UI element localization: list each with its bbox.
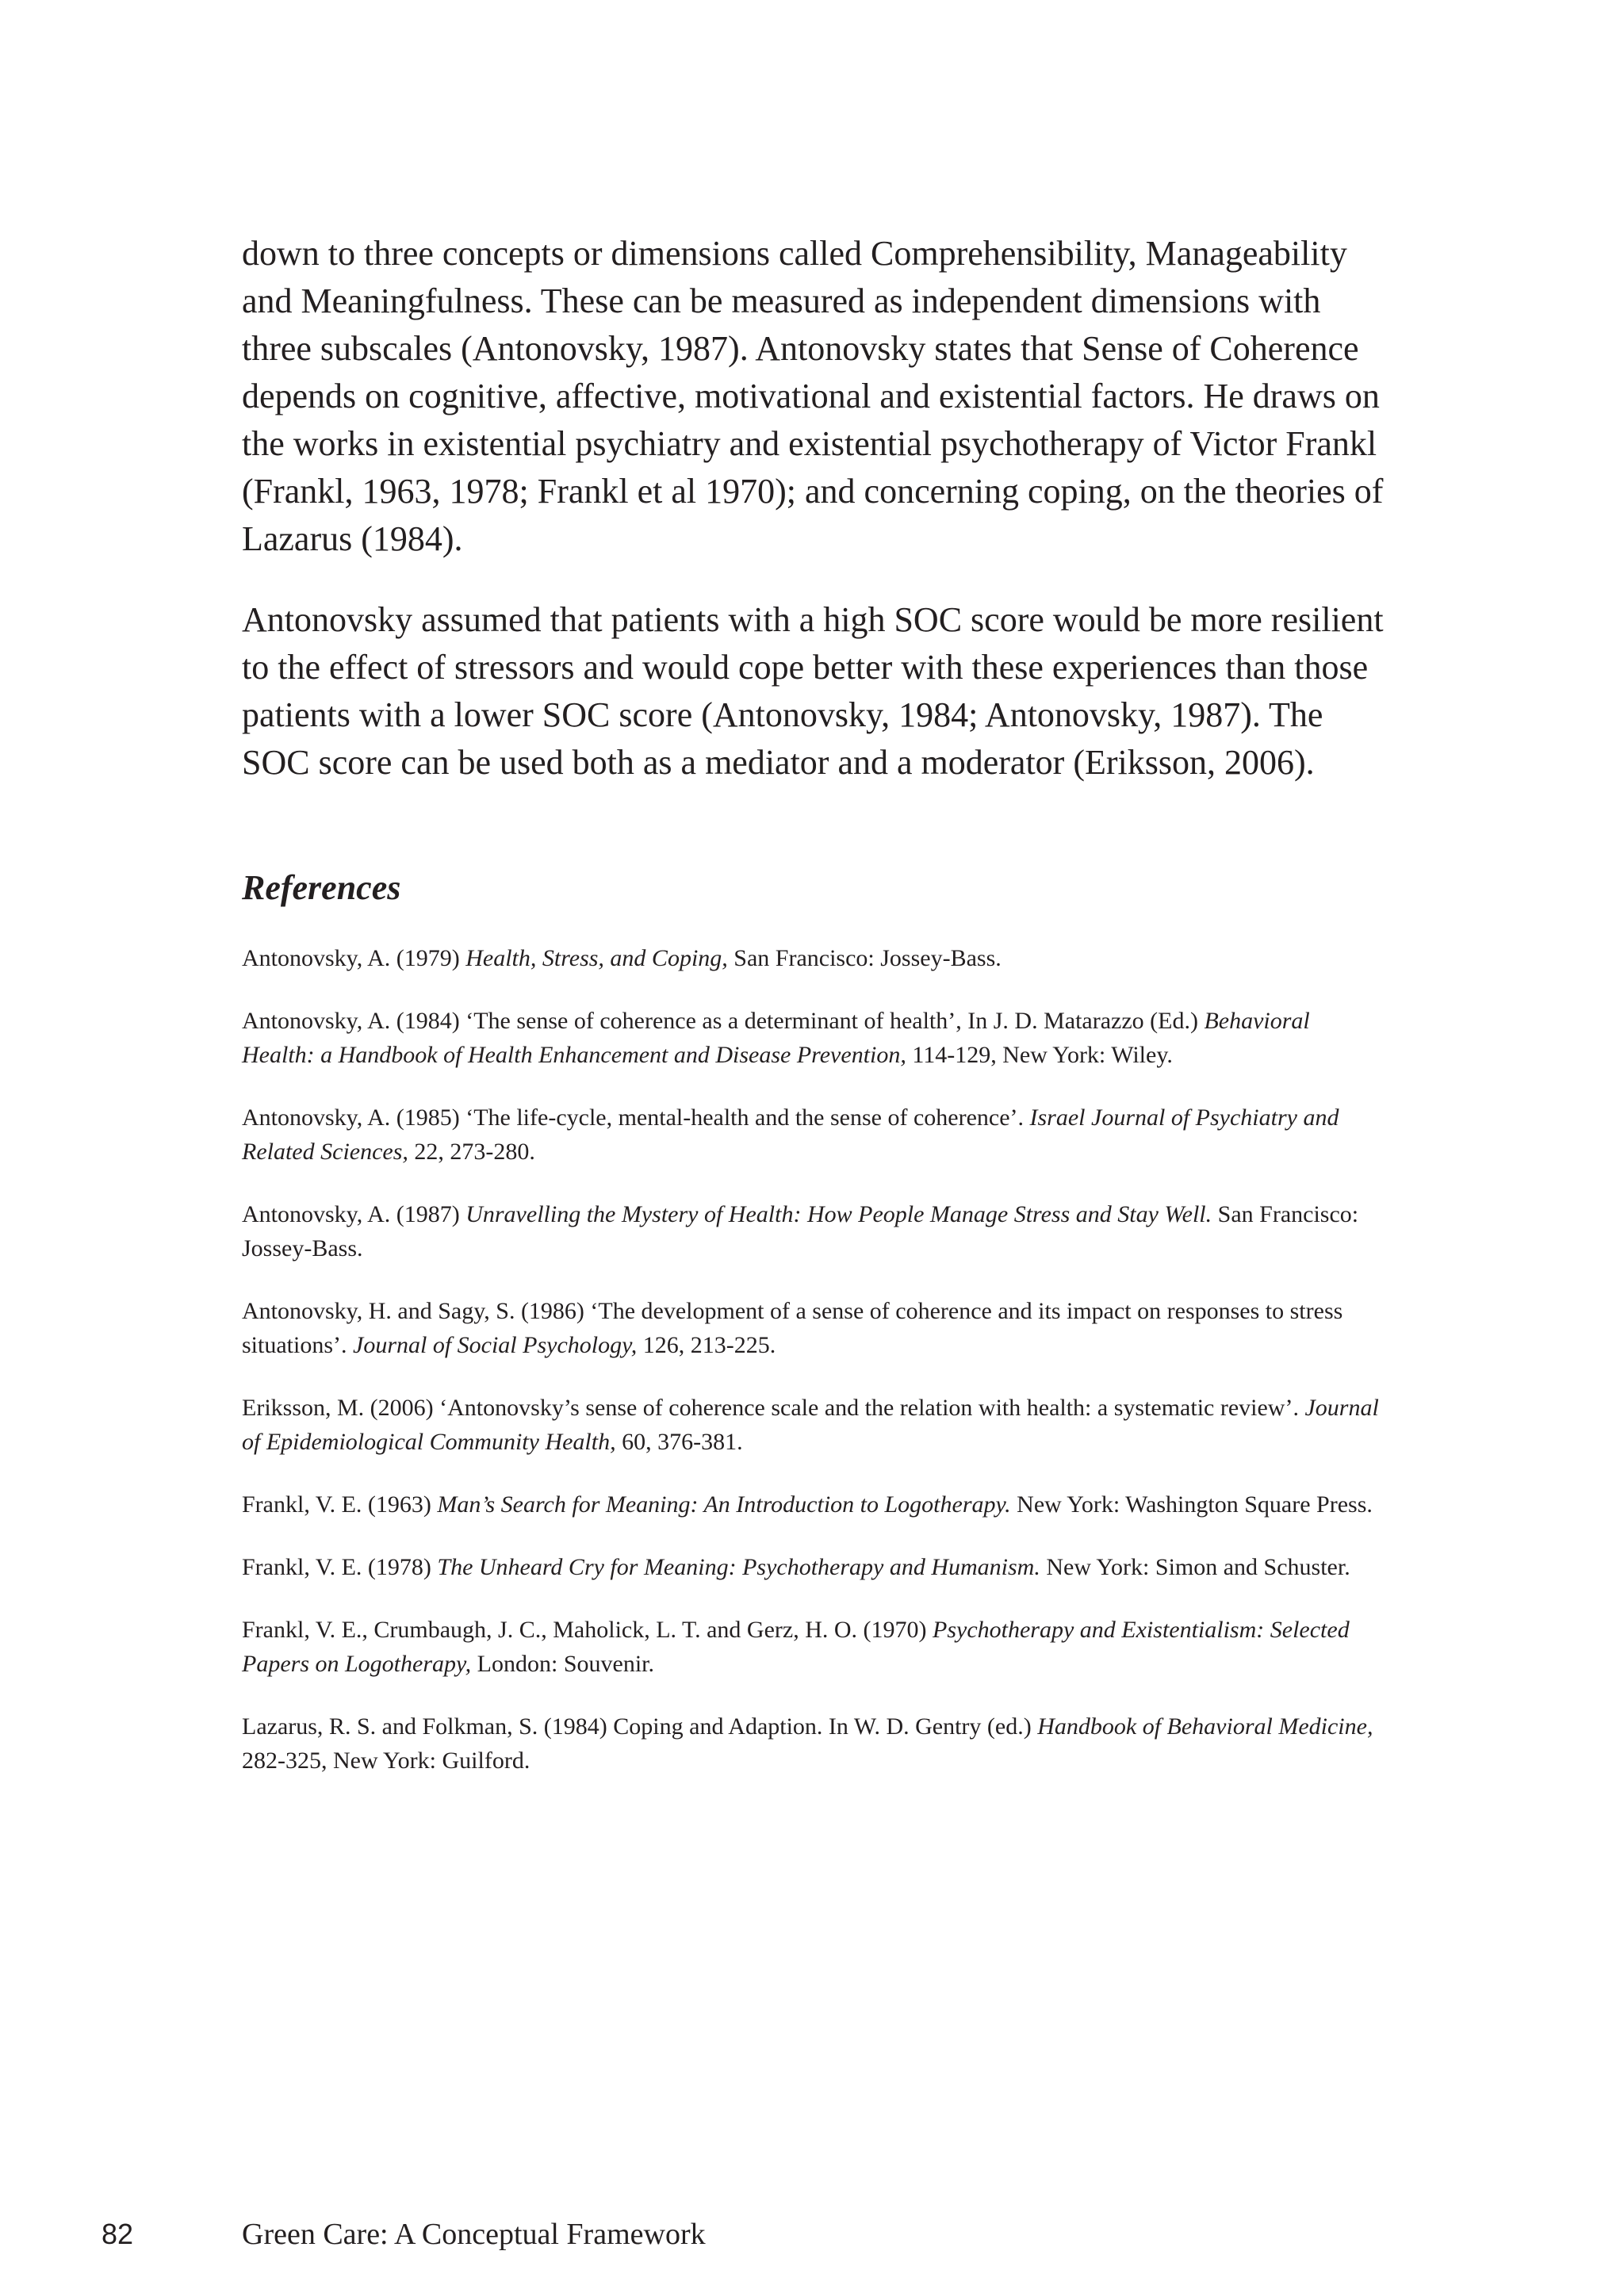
- page-number: 82: [102, 2218, 134, 2250]
- reference-item: Antonovsky, H. and Sagy, S. (1986) ‘The development of a sense of coherence and its impact on responses to stress situations’. Journal of Social Psychology, 126, 213-225.: [242, 1298, 1343, 1358]
- reference-item: Frankl, V. E. (1978) The Unheard Cry for Meaning: Psychotherapy and Humanism. New York: Simon and Schuster.: [242, 1554, 1350, 1580]
- reference-item: Frankl, V. E., Crumbaugh, J. C., Maholick, L. T. and Gerz, H. O. (1970) Psychotherapy and Existentialism: Selected Papers on Logotherapy, London: Souvenir.: [242, 1617, 1350, 1677]
- reference-item: Eriksson, M. (2006) ‘Antonovsky’s sense of coherence scale and the relation with health: a systematic review’. Journal of Epidemiological Community Health, 60, 376-381.: [242, 1395, 1379, 1455]
- paragraph-text: down to three concepts or dimensions called Comprehensibility, Manageability and Meaningfulness. These can be measured as independent dimensions with three subscales (Antonovsky, 1987). Antonovsky states that Sense of Coherence depends on cognitive, affective, motivational and existential factors. He draws on the works in existential psychiatry and existential psychotherapy of Victor Frankl (Frankl, 1963, 1978; Frankl et al 1970); and concerning coping, on the theories of Lazarus (1984).: [242, 234, 1384, 558]
- reference-item: Antonovsky, A. (1987) Unravelling the Mystery of Health: How People Manage Stress and Stay Well. San Francisco: Jossey-Bass.: [242, 1201, 1359, 1261]
- reference-item: Frankl, V. E. (1963) Man’s Search for Meaning: An Introduction to Logotherapy. New York: Washington Square Press.: [242, 1491, 1373, 1518]
- references-heading: References: [242, 868, 401, 907]
- body-paragraph-1: [242, 230, 1384, 563]
- reference-item: Lazarus, R. S. and Folkman, S. (1984) Coping and Adaption. In W. D. Gentry (ed.) Handbook of Behavioral Medicine, 282-325, New York: Guilford.: [242, 1713, 1373, 1774]
- running-footer-title: Green Care: A Conceptual Framework: [242, 2218, 706, 2251]
- reference-item: Antonovsky, A. (1984) ‘The sense of coherence as a determinant of health’, In J. D. Matarazzo (Ed.) Behavioral Health: a Handbook of Health Enhancement and Disease Prevention, 114-129, New York: Wiley.: [242, 1008, 1310, 1068]
- reference-title: Behavioral Health: a Handbook of Health Enhancement and Disease Prevention,: [242, 1008, 1310, 1068]
- body-paragraph-2: [242, 596, 1384, 787]
- reference-title: Israel Journal of Psychiatry and Related Sciences,: [242, 1104, 1339, 1165]
- reference-title: Unravelling the Mystery of Health: How People Manage Stress and Stay Well.: [465, 1201, 1212, 1227]
- reference-title: Journal of Epidemiological Community Health,: [242, 1395, 1379, 1455]
- reference-title: Man’s Search for Meaning: An Introduction to Logotherapy.: [437, 1491, 1011, 1518]
- reference-item: Antonovsky, A. (1979) Health, Stress, and Coping, San Francisco: Jossey-Bass.: [242, 945, 1002, 971]
- reference-list: [242, 941, 1384, 1806]
- reference-title: Psychotherapy and Existentialism: Selected Papers on Logotherapy,: [242, 1617, 1350, 1677]
- paragraph-text: Antonovsky assumed that patients with a high SOC score would be more resilient to the effect of stressors and would cope better with these experiences than those patients with a lower SOC score (Antonovsky, 1984; Antonovsky, 1987). The SOC score can be used both as a mediator and a moderator (Eriksson, 2006).: [242, 600, 1384, 782]
- reference-title: Journal of Social Psychology,: [353, 1332, 638, 1358]
- reference-title: Handbook of Behavioral Medicine,: [1037, 1713, 1373, 1740]
- reference-title: The Unheard Cry for Meaning: Psychotherapy and Humanism.: [437, 1554, 1040, 1580]
- reference-title: Health, Stress, and Coping,: [465, 945, 728, 971]
- reference-item: Antonovsky, A. (1985) ‘The life-cycle, mental-health and the sense of coherence’. Israel Journal of Psychiatry and Related Sciences, 22, 273-280.: [242, 1104, 1339, 1165]
